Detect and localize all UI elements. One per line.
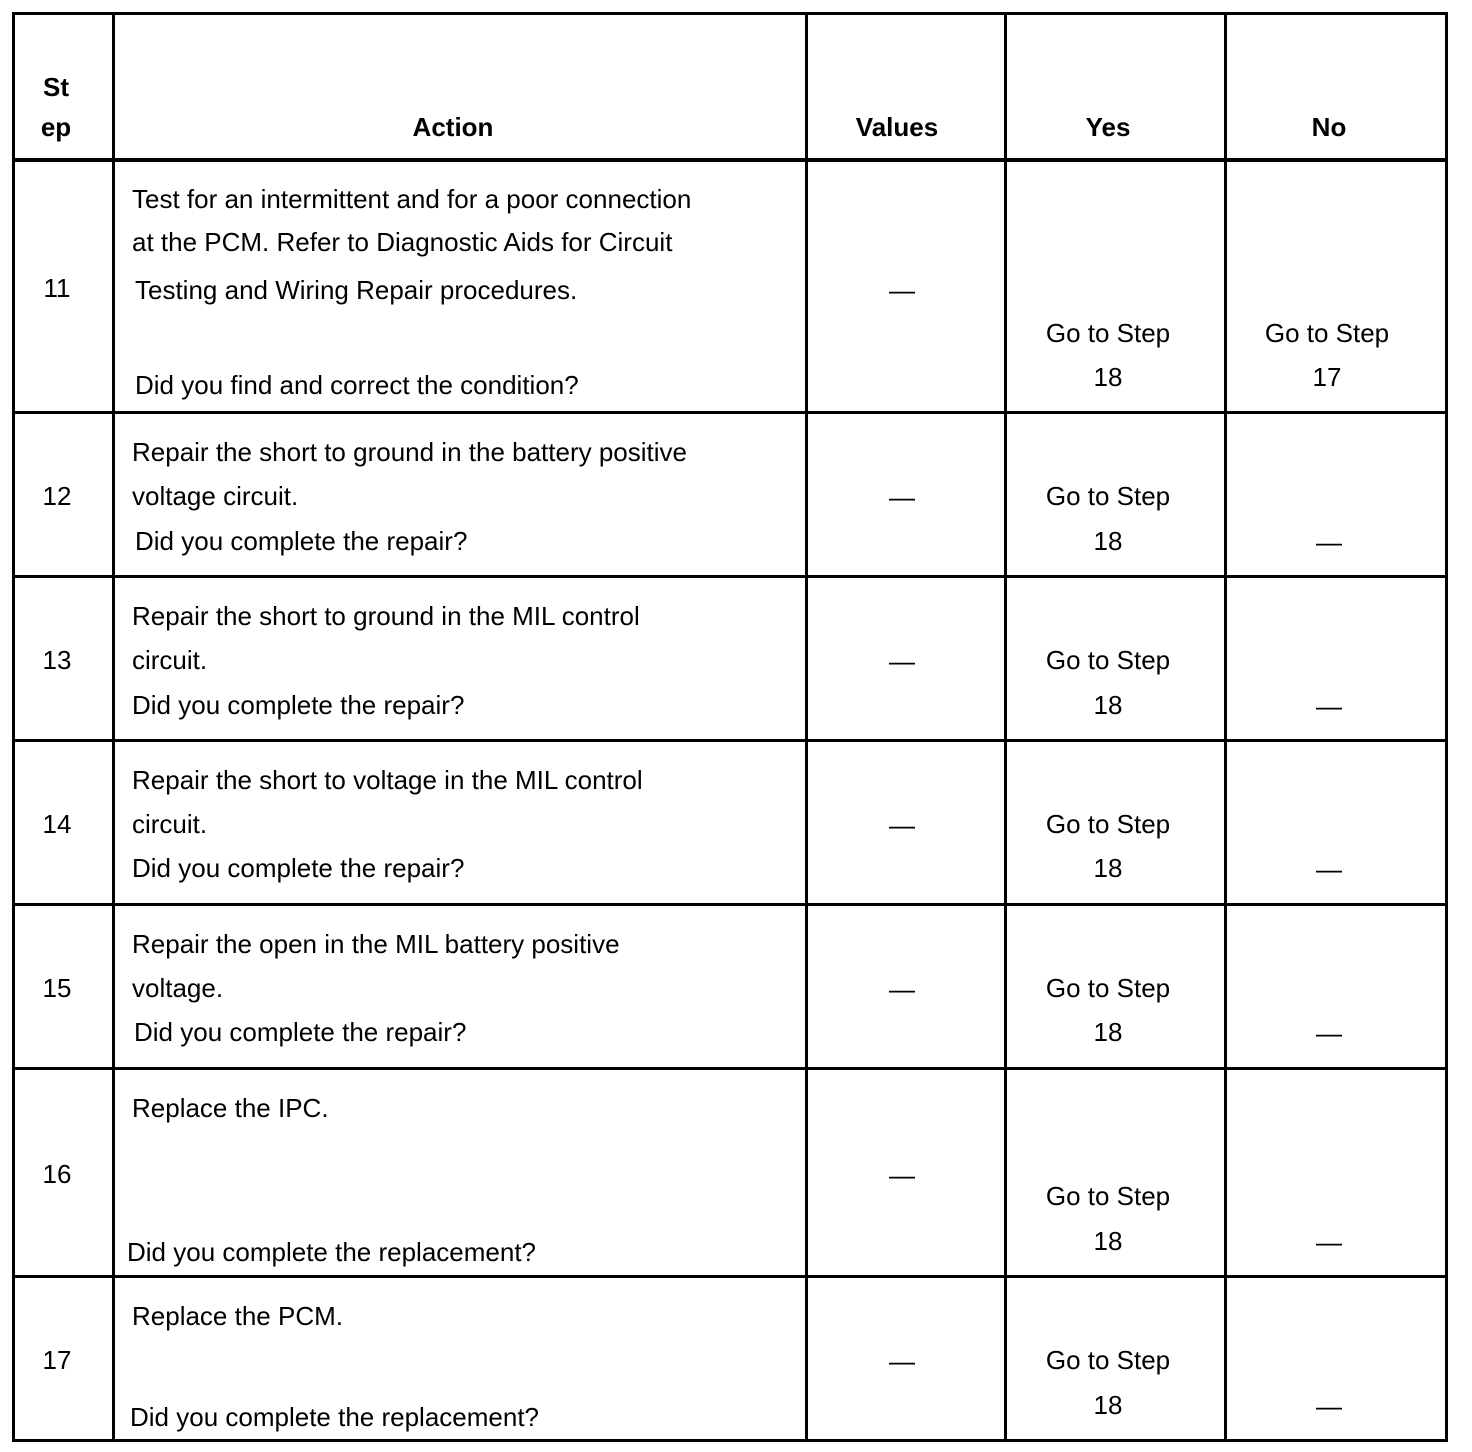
- row-divider: [12, 739, 1448, 742]
- step-number: 11: [43, 273, 71, 303]
- column-divider: [1224, 12, 1227, 1442]
- action-question: Did you complete the replacement?: [130, 1402, 540, 1432]
- header-yes: Yes: [1085, 112, 1131, 142]
- header-divider: [12, 158, 1448, 162]
- yes-goto-step: 18: [1093, 1226, 1123, 1256]
- no-goto-step: 17: [1312, 362, 1342, 392]
- action-text: voltage.: [132, 973, 224, 1003]
- yes-goto-label: Go to Step: [1045, 809, 1171, 839]
- column-divider: [112, 12, 115, 1442]
- yes-goto-step: 18: [1093, 1390, 1123, 1420]
- no-cell: —: [1316, 691, 1342, 721]
- row-divider: [12, 575, 1448, 578]
- values-cell: —: [889, 810, 915, 840]
- step-number: 14: [42, 809, 72, 839]
- row-divider: [12, 411, 1448, 414]
- yes-goto-step: 18: [1093, 1017, 1123, 1047]
- row-divider: [12, 1067, 1448, 1070]
- values-cell: —: [889, 482, 915, 512]
- action-text: Repair the short to ground in the battery positive: [132, 437, 687, 467]
- row-divider: [12, 1275, 1448, 1278]
- yes-goto-label: Go to Step: [1045, 318, 1171, 348]
- yes-goto-step: 18: [1093, 526, 1123, 556]
- yes-goto-step: 18: [1093, 690, 1123, 720]
- action-question: Did you complete the repair?: [135, 526, 468, 556]
- action-text: circuit.: [132, 809, 208, 839]
- no-cell: —: [1316, 1391, 1342, 1421]
- step-number: 16: [42, 1159, 72, 1189]
- action-question: Did you complete the repair?: [134, 1017, 467, 1047]
- step-number: 17: [42, 1345, 72, 1375]
- header-values: Values: [855, 112, 939, 142]
- no-cell: —: [1316, 854, 1342, 884]
- action-text: circuit.: [132, 645, 208, 675]
- action-text: Replace the PCM.: [132, 1301, 343, 1331]
- action-text: Test for an intermittent and for a poor connection: [132, 184, 692, 214]
- step-number: 15: [42, 973, 72, 1003]
- action-question: Did you complete the repair?: [132, 690, 465, 720]
- action-text: Testing and Wiring Repair procedures.: [135, 275, 578, 305]
- header-step-line2: ep: [40, 112, 72, 142]
- action-text: Replace the IPC.: [132, 1093, 329, 1123]
- no-cell: —: [1316, 1227, 1342, 1257]
- action-text: Repair the short to voltage in the MIL control: [132, 765, 643, 795]
- action-question: Did you complete the repair?: [132, 853, 465, 883]
- action-text: Repair the short to ground in the MIL control: [132, 601, 640, 631]
- action-text: voltage circuit.: [132, 481, 299, 511]
- column-divider: [805, 12, 808, 1442]
- yes-goto-label: Go to Step: [1045, 973, 1171, 1003]
- no-cell: —: [1316, 527, 1342, 557]
- header-no: No: [1311, 112, 1347, 142]
- yes-goto-label: Go to Step: [1045, 1181, 1171, 1211]
- values-cell: —: [889, 1160, 915, 1190]
- row-divider: [12, 903, 1448, 906]
- action-question: Did you complete the replacement?: [127, 1237, 537, 1267]
- yes-goto-label: Go to Step: [1045, 481, 1171, 511]
- action-question: Did you find and correct the condition?: [135, 370, 579, 400]
- no-goto-label: Go to Step: [1264, 318, 1390, 348]
- values-cell: —: [889, 1346, 915, 1376]
- header-action: Action: [412, 112, 494, 142]
- yes-goto-label: Go to Step: [1045, 1345, 1171, 1375]
- no-cell: —: [1316, 1018, 1342, 1048]
- action-text: Repair the open in the MIL battery positive: [132, 929, 620, 959]
- yes-goto-step: 18: [1093, 853, 1123, 883]
- step-number: 13: [42, 645, 72, 675]
- header-step-line1: St: [43, 72, 69, 102]
- values-cell: —: [889, 974, 915, 1004]
- yes-goto-label: Go to Step: [1045, 645, 1171, 675]
- action-text: at the PCM. Refer to Diagnostic Aids for Circuit: [132, 227, 673, 257]
- yes-goto-step: 18: [1093, 362, 1123, 392]
- values-cell: —: [889, 275, 915, 305]
- values-cell: —: [889, 646, 915, 676]
- column-divider: [1004, 12, 1007, 1442]
- step-number: 12: [42, 481, 72, 511]
